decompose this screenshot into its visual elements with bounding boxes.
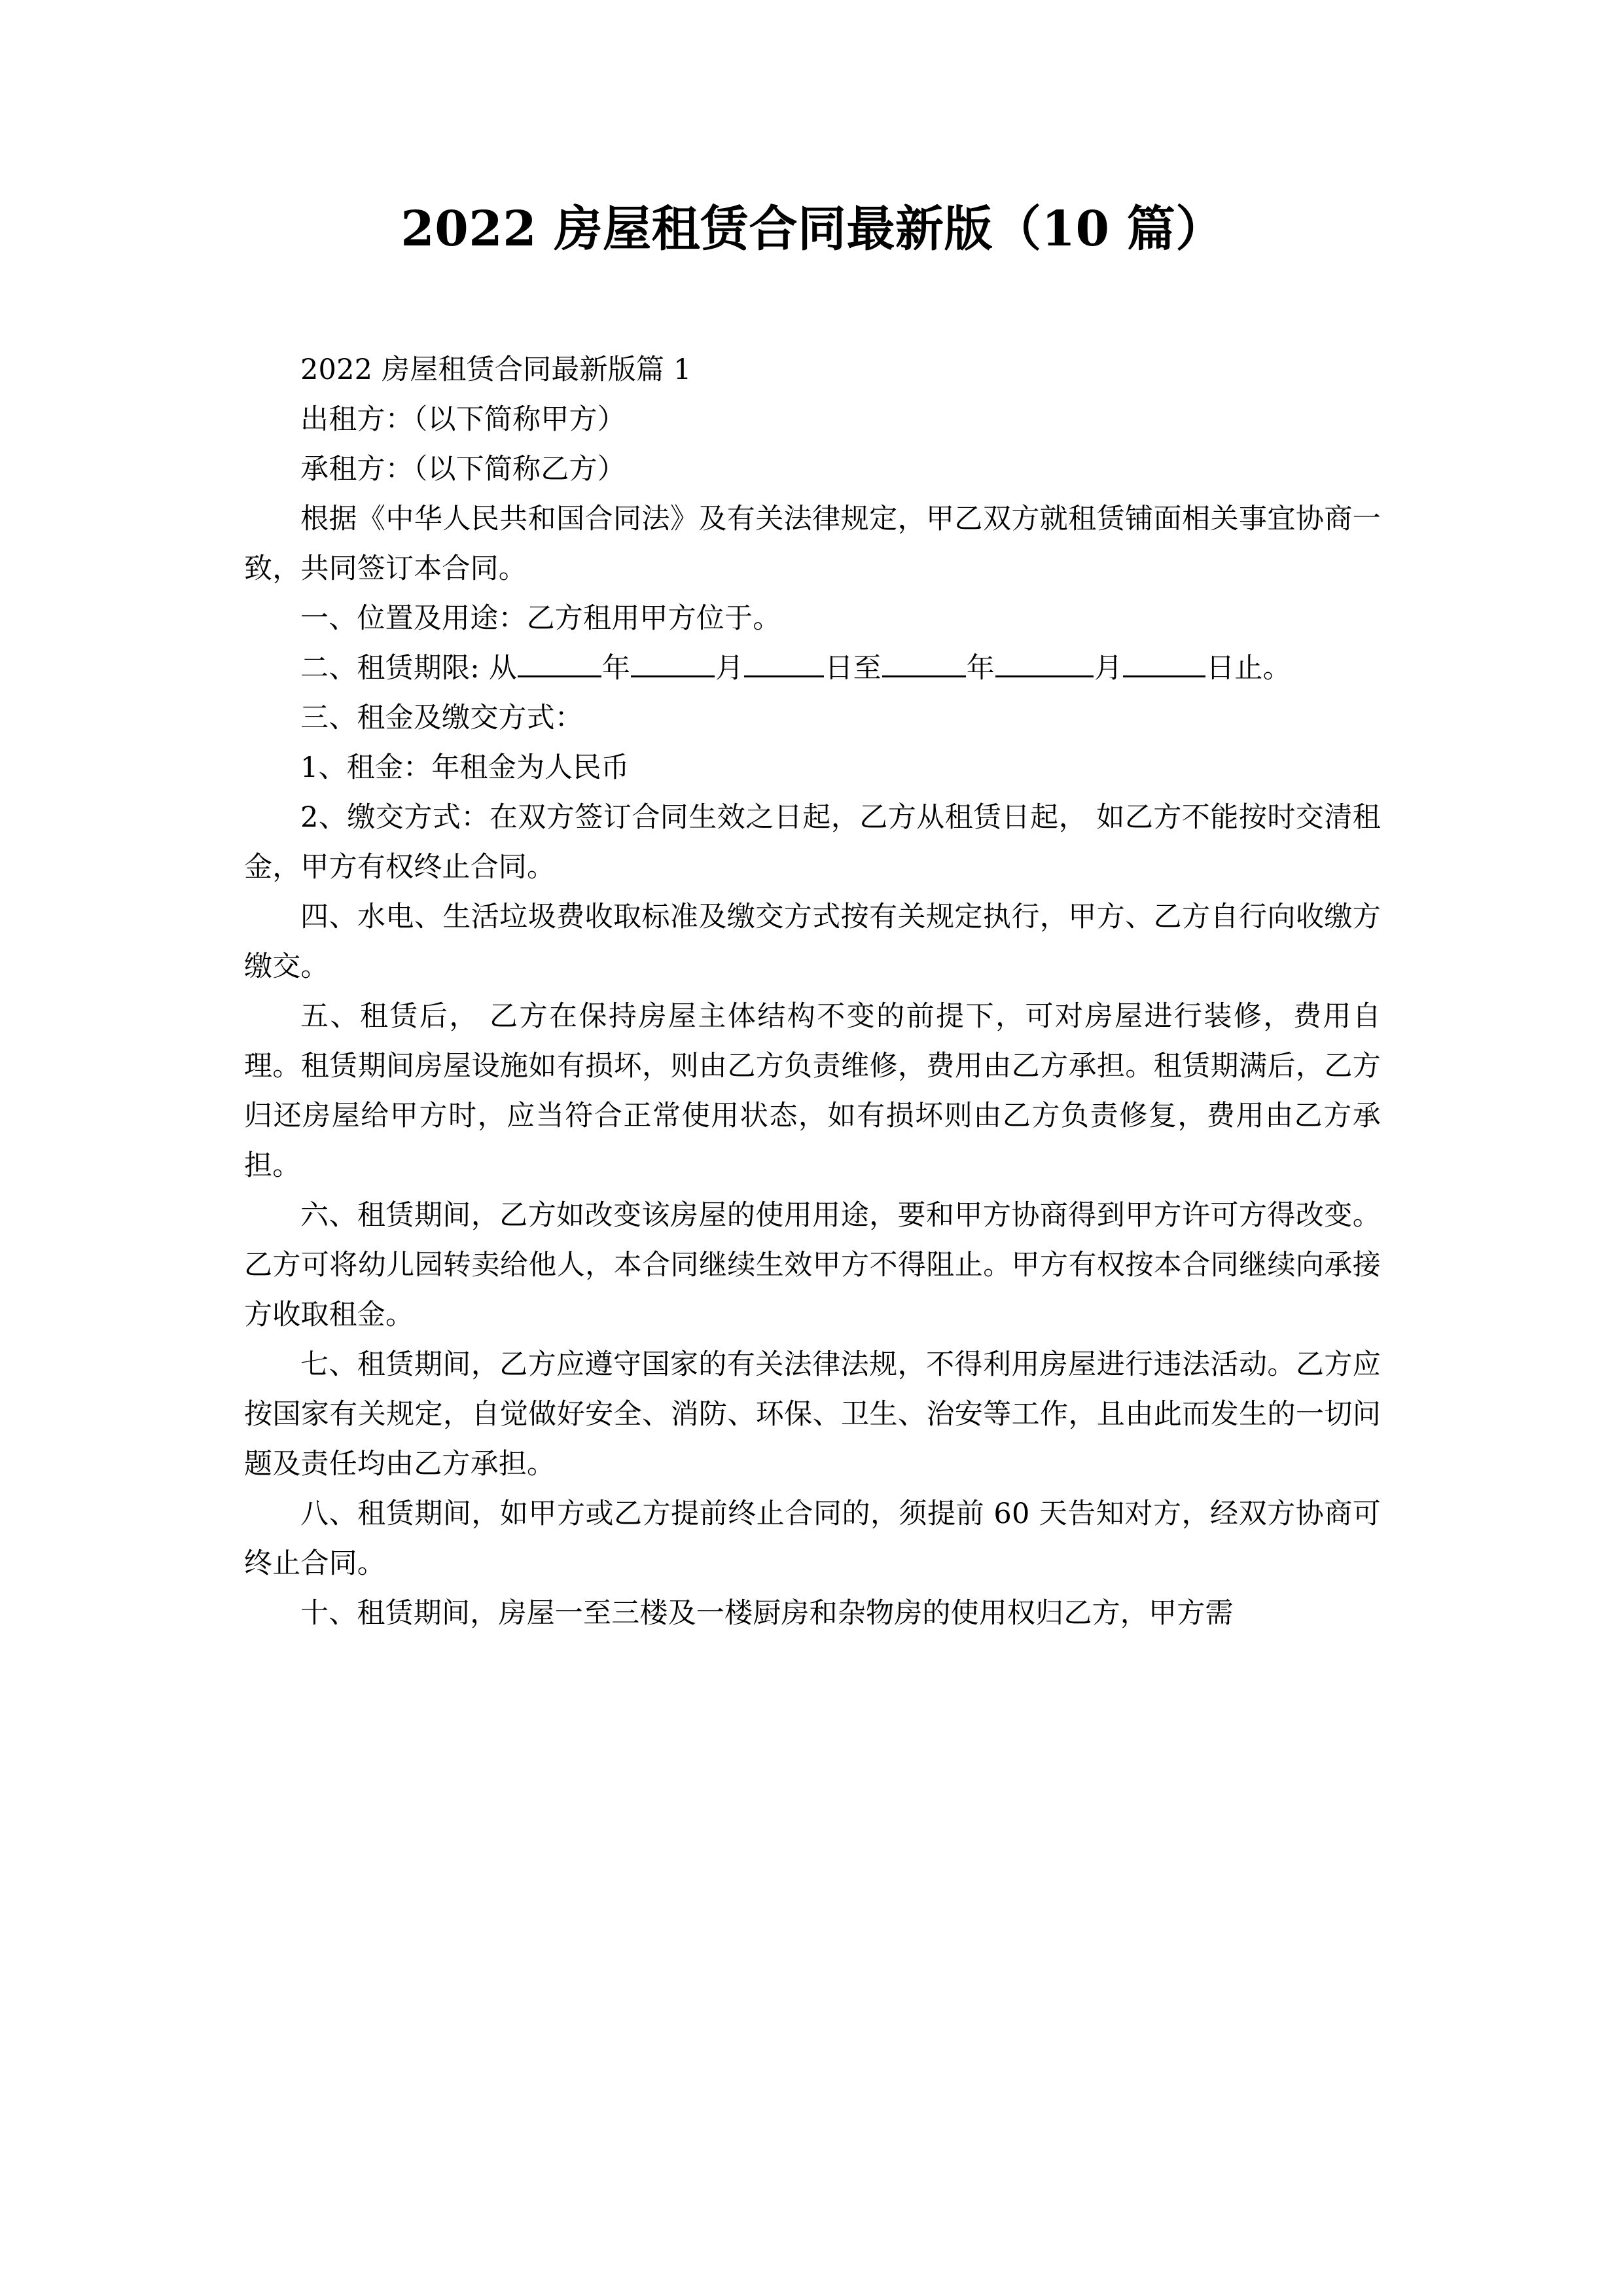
clause-2-day-1: 日至 [825,652,882,685]
blank-end-day[interactable] [1123,646,1205,677]
paragraph-clause-8: 八、租赁期间，如甲方或乙方提前终止合同的，须提前 60 天告知对方，经双方协商可终止合同。 [244,1498,1381,1580]
clause-2-prefix: 二、租赁期限: 从 [300,652,517,685]
paragraph-clause-3: 三、租金及缴交方式： [300,702,583,734]
paragraph-lessor: 出租方：（以下简称甲方） [300,403,626,436]
paragraph-preamble: 根据《中华人民共和国合同法》及有关法律规定，甲乙双方就租赁铺面相关事宜协商一致，共同签订本合同。 [244,503,1381,585]
clause-2-day-2: 日止。 [1206,652,1291,685]
paragraph-clause-4: 四、水电、生活垃圾费收取标准及缴交方式按有关规定执行，甲方、乙方自行向收缴方缴交。 [244,901,1381,983]
blank-end-year[interactable] [882,646,966,677]
document-body [244,345,1381,1638]
paragraph-clause-7: 七、租赁期间，乙方应遵守国家的有关法律法规，不得利用房屋进行违法活动。乙方应按国家有关规定，自觉做好安全、消防、环保、卫生、治安等工作，且由此而发生的一切问题及责任均由乙方承担。 [244,1348,1381,1480]
blank-start-day[interactable] [744,646,824,677]
clause-2-year-2: 年 [966,652,995,685]
blank-start-month[interactable] [631,646,715,677]
paragraph-clause-1: 一、位置及用途：乙方租用甲方位于。 [300,602,781,635]
document-content [244,0,1381,1638]
paragraph-clause-10: 十、租赁期间，房屋一至三楼及一楼厨房和杂物房的使用权归乙方，甲方需 [300,1597,1234,1630]
clause-2-month-1: 月 [715,652,744,685]
paragraph-clause-2 [244,643,1381,693]
blank-spacer[interactable] [995,646,1094,677]
clause-2-month-2: 月 [1094,652,1123,685]
paragraph-clause-3-item-2: 2、缴交方式：在双方签订合同生效之日起，乙方从租赁日起， 如乙方不能按时交清租金，甲方有权终止合同。 [244,801,1381,884]
section-heading-label: 2022 房屋租赁合同最新版篇 1 [300,353,692,386]
clause-2-year-1: 年 [601,652,631,685]
paragraph-clause-5: 五、租赁后， 乙方在保持房屋主体结构不变的前提下，可对房屋进行装修，费用自理。租赁期间房屋设施如有损坏，则由乙方负责维修，费用由乙方承担。租赁期满后，乙方归还房屋给甲方时，应当符合正常使用状态，如有损坏则由乙方负责修复，费用由乙方承担。 [244,1000,1381,1182]
page-title: 2022 房屋租赁合同最新版（10 篇） [401,201,1224,257]
paragraph-clause-6: 六、租赁期间，乙方如改变该房屋的使用用途，要和甲方协商得到甲方许可方得改变。乙方可将幼儿园转卖给他人，本合同继续生效甲方不得阻止。甲方有权按本合同继续向承接方收取租金。 [244,1199,1381,1331]
blank-start-year[interactable] [518,646,601,677]
paragraph-clause-3-item-1: 1、租金：年租金为人民币 [300,751,630,784]
paragraph-lessee: 承租方：（以下简称乙方） [300,453,626,486]
